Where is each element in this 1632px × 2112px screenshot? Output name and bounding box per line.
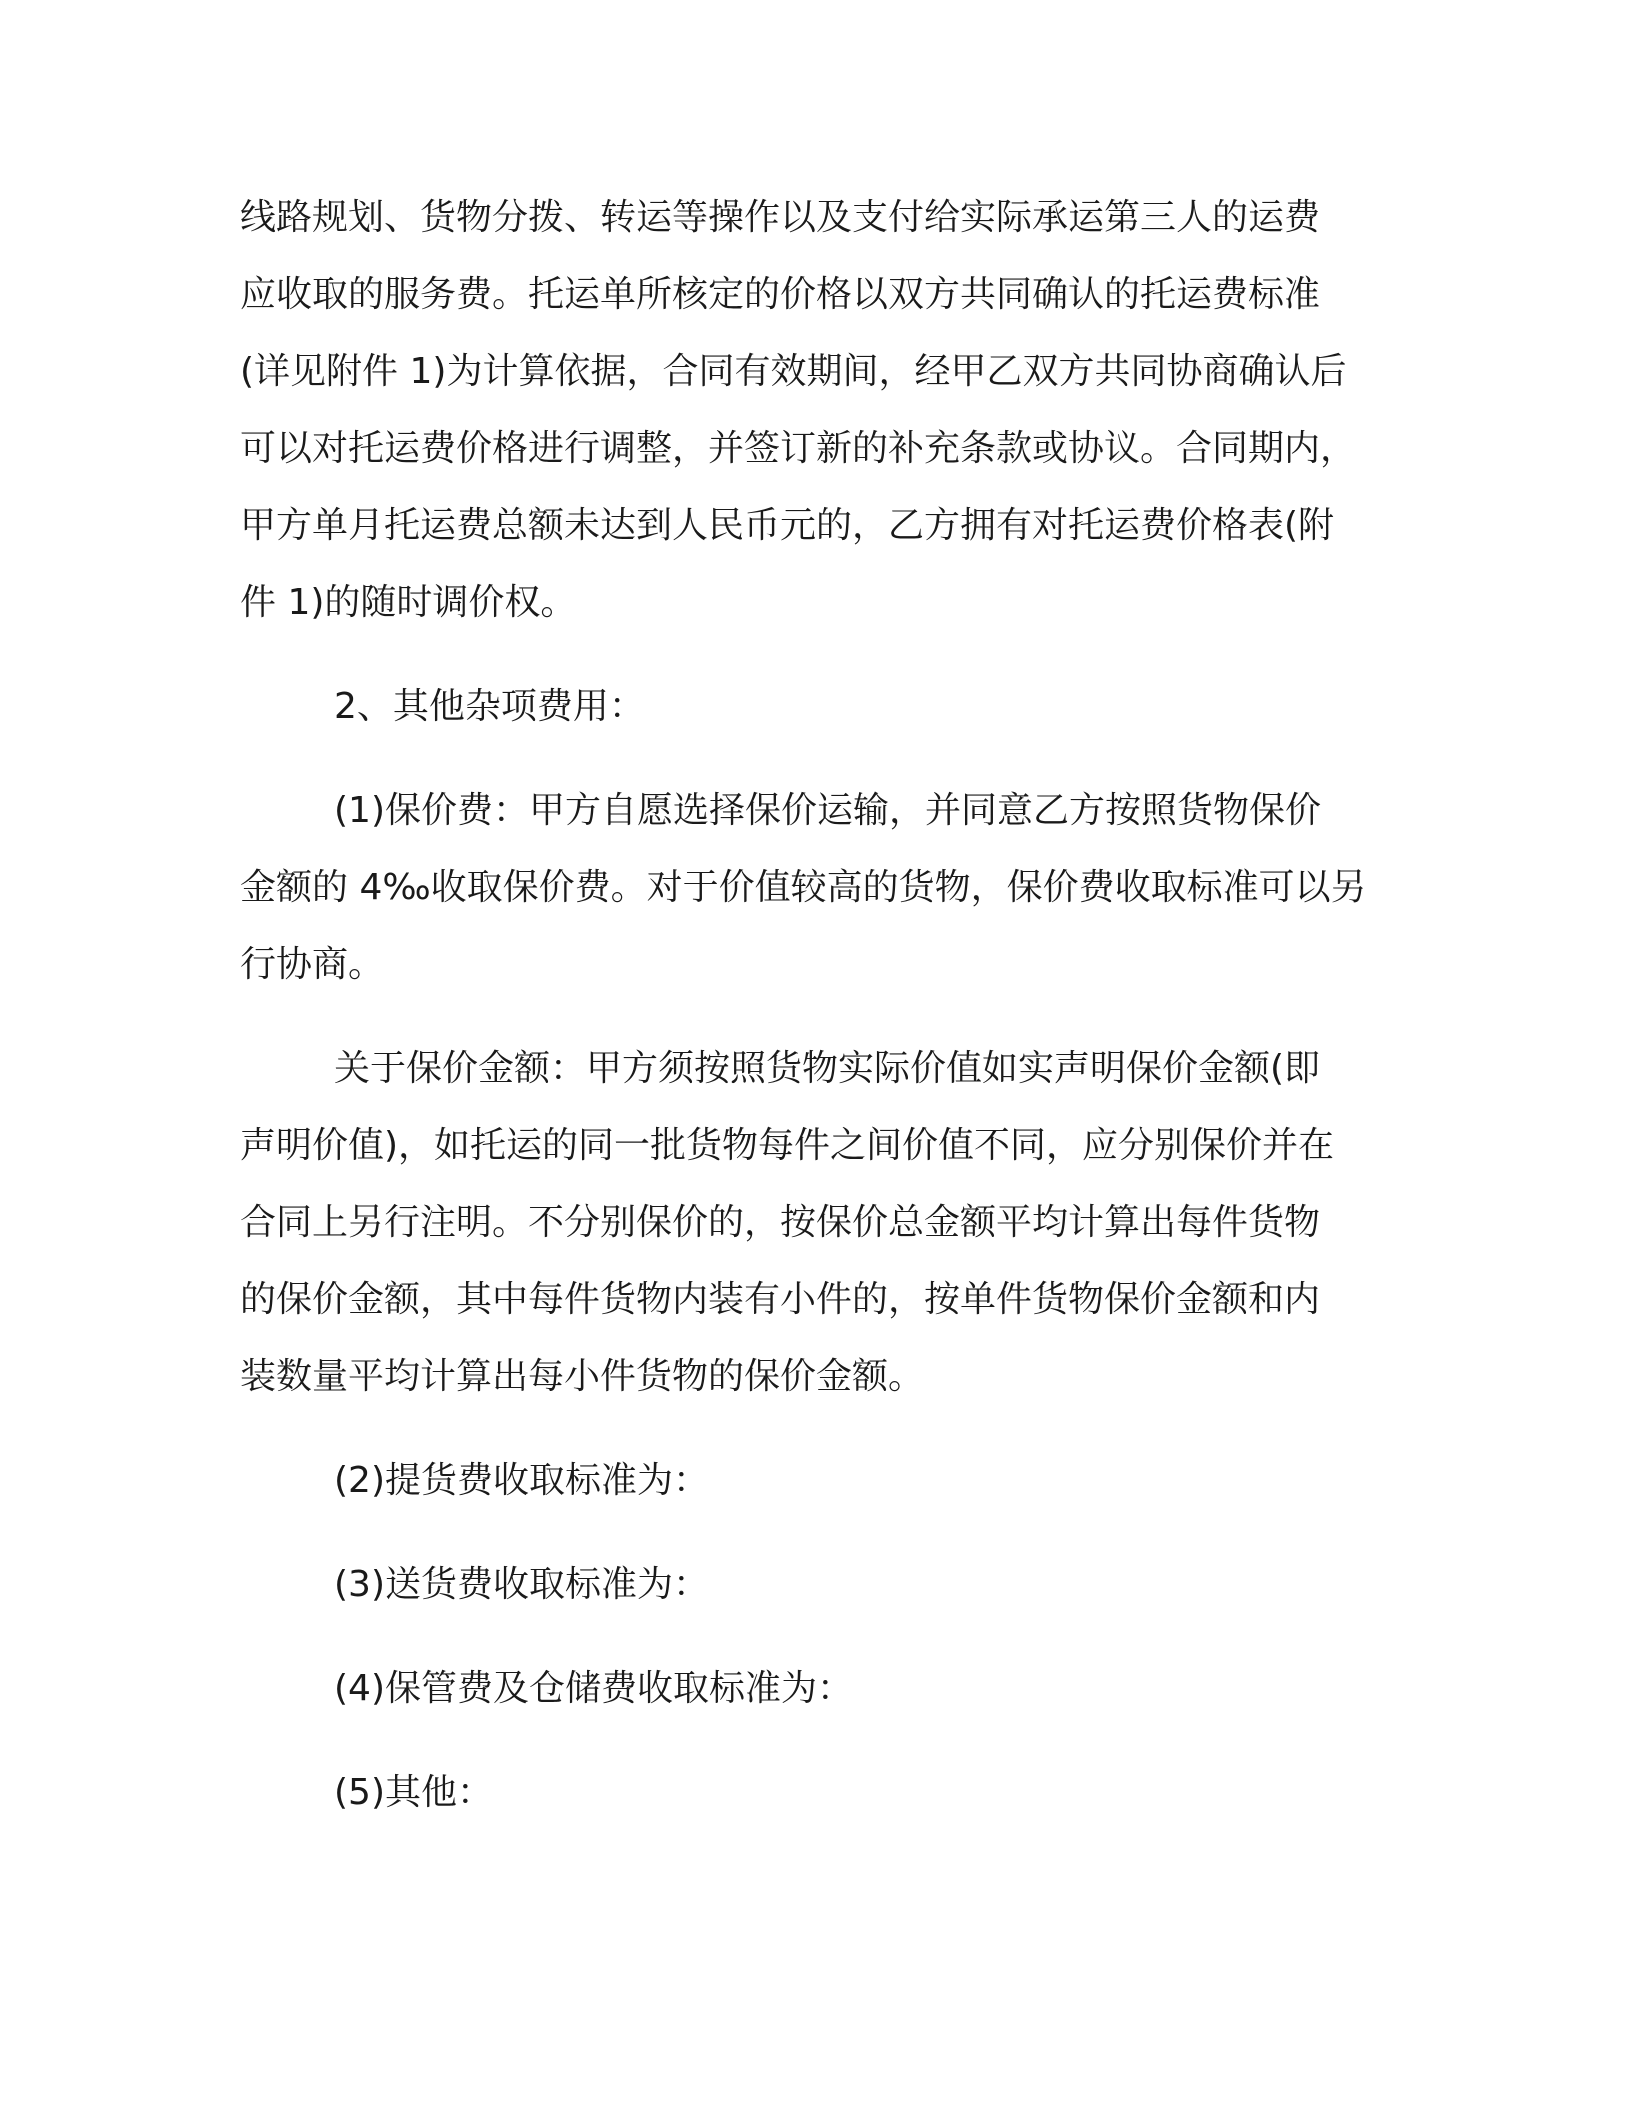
text-line: 可以对托运费价格进行调整，并签订新的补充条款或协议。合同期内， (240, 428, 1357, 469)
paragraph-spacer (240, 1010, 1400, 1037)
text-line: (4)保管费及仓储费收取标准为： (334, 1668, 853, 1709)
text-line: 的保价金额，其中每件货物内装有小件的，按单件货物保价金额和内 (240, 1279, 1321, 1320)
paragraph-spacer (240, 1526, 1400, 1553)
paragraph-spacer (240, 1630, 1400, 1657)
text-line: (3)送货费收取标准为： (334, 1564, 709, 1605)
text-line: 装数量平均计算出每小件货物的保价金额。 (240, 1356, 925, 1397)
paragraph-insurance-fee (240, 779, 1400, 1010)
paragraph-misc-fees-heading (240, 675, 1400, 752)
paragraph-other-fee (240, 1761, 1400, 1838)
paragraph-storage-fee (240, 1657, 1400, 1734)
text-line: (详见附件 1)为计算依据，合同有效期间，经甲乙双方共同协商确认后 (240, 351, 1347, 392)
text-line: 金额的 4‰收取保价费。对于价值较高的货物，保价费收取标准可以另 (240, 867, 1367, 908)
text-line: 应收取的服务费。托运单所核定的价格以双方共同确认的托运费标准 (240, 274, 1321, 315)
document-body (240, 186, 1400, 1838)
text-line: 声明价值)，如托运的同一批货物每件之间价值不同，应分别保价并在 (240, 1125, 1335, 1166)
text-line: 关于保价金额：甲方须按照货物实际价值如实声明保价金额(即 (334, 1048, 1321, 1089)
text-line: 线路规划、货物分拨、转运等操作以及支付给实际承运第三人的运费 (240, 197, 1321, 238)
paragraph-insured-amount (240, 1037, 1400, 1422)
paragraph-spacer (240, 752, 1400, 779)
paragraph-fee-basis (240, 186, 1400, 648)
text-line: 件 1)的随时调价权。 (240, 582, 577, 623)
paragraph-spacer (240, 1734, 1400, 1761)
paragraph-spacer (240, 1422, 1400, 1449)
section-heading: 2、其他杂项费用： (334, 686, 645, 727)
text-line: (5)其他： (334, 1772, 493, 1813)
paragraph-delivery-fee (240, 1553, 1400, 1630)
text-line: 合同上另行注明。不分别保价的，按保价总金额平均计算出每件货物 (240, 1202, 1321, 1243)
text-line: (1)保价费：甲方自愿选择保价运输，并同意乙方按照货物保价 (334, 790, 1321, 831)
text-line: 行协商。 (240, 944, 385, 985)
text-line: (2)提货费收取标准为： (334, 1460, 709, 1501)
paragraph-pickup-fee (240, 1449, 1400, 1526)
paragraph-spacer (240, 648, 1400, 675)
text-line: 甲方单月托运费总额未达到人民币元的，乙方拥有对托运费价格表(附 (240, 505, 1335, 546)
